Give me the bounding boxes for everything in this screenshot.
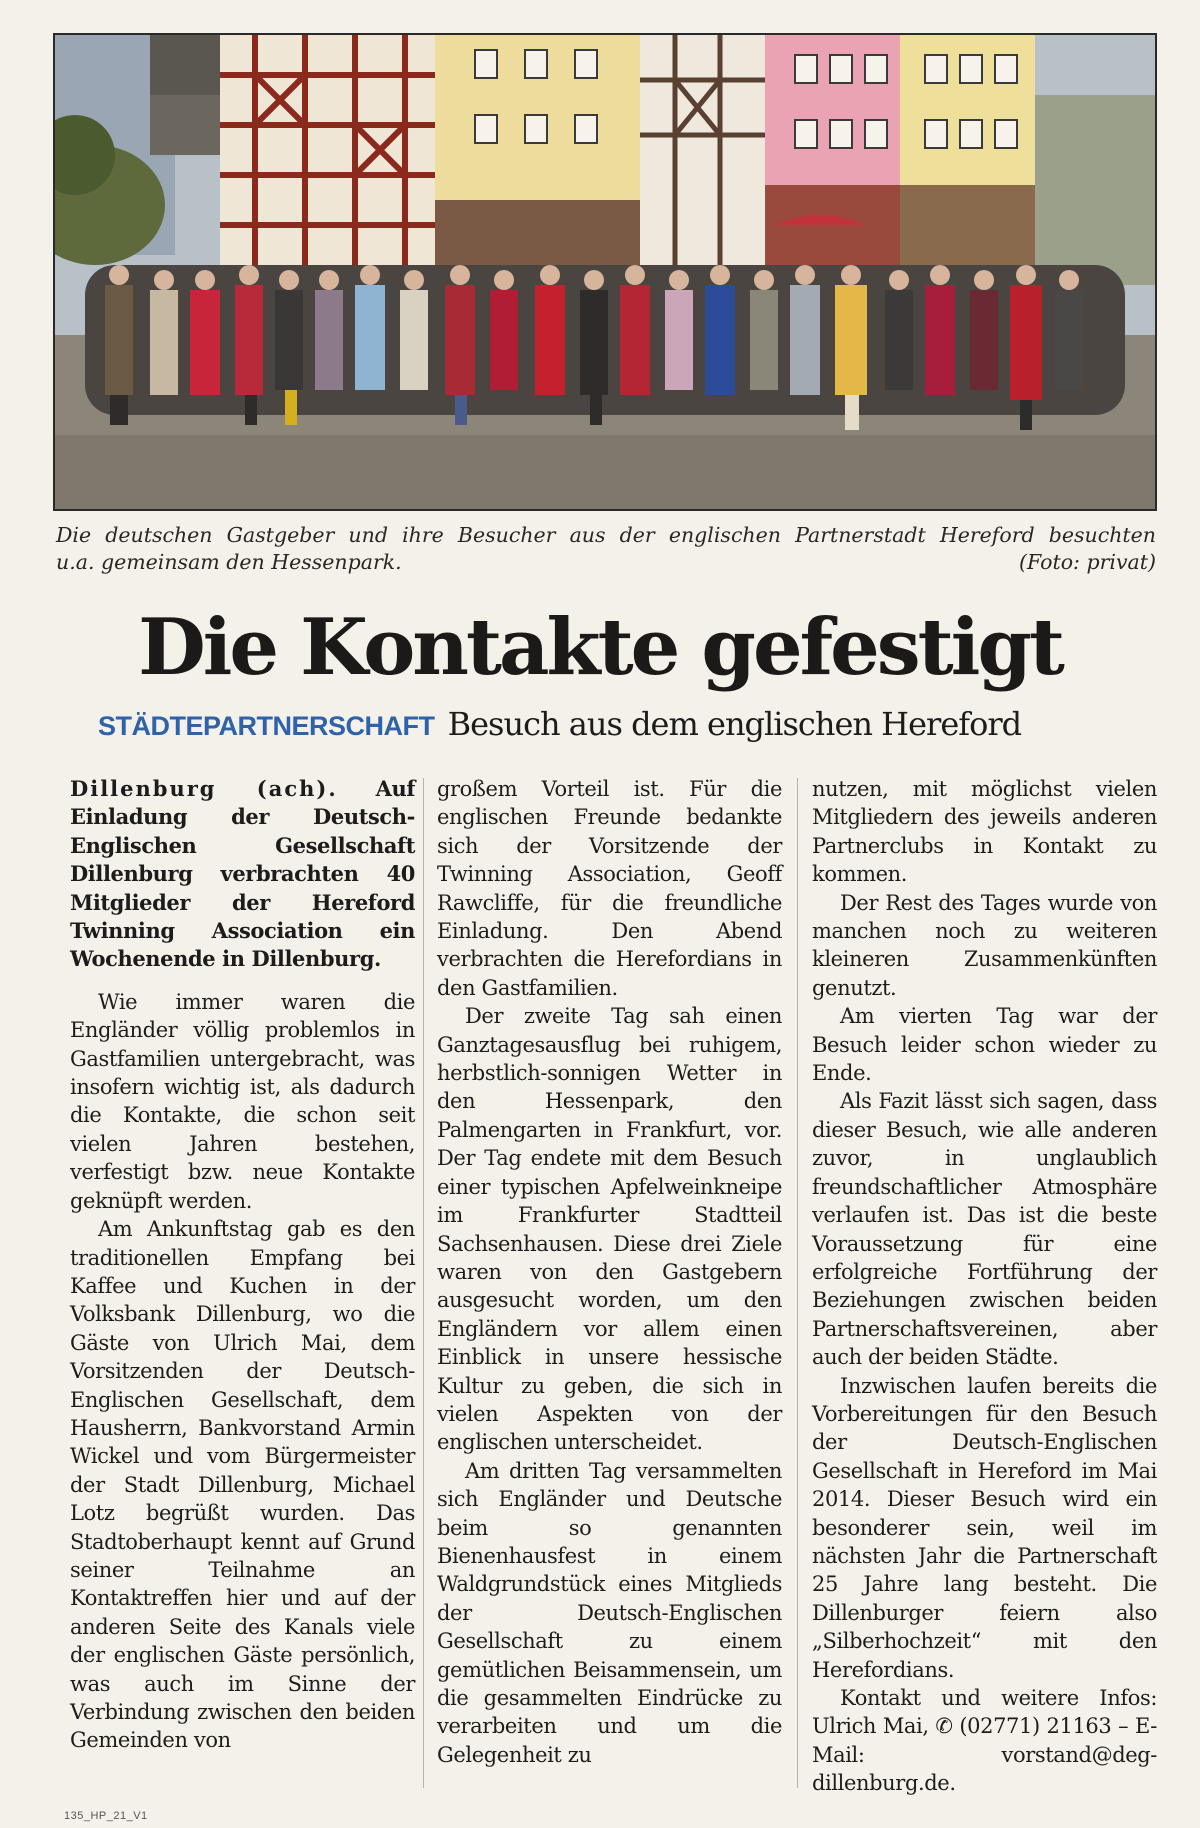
paragraph: Als Fazit lässt sich sagen, dass dieser Besuch, wie alle anderen zuvor, in unglaublich freundschaftlicher Atmosphäre verlaufen ist. Das ist die beste Voraussetzung für eine erfolgreiche Fortführung der Beziehungen zwischen beiden Partnerschaftsvereinen, aber auch der beiden Städte. xyxy=(812,1089,1157,1370)
paragraph: Am Ankunftstag gab es den traditionellen Empfang bei Kaffee und Kuchen in der Volksbank Dillenburg, wo die Gäste von Ulrich Mai, dem Vorsitzenden der Deutsch-Englischen Gesellschaft, dem Hausherrn, Bankvorstand Armin Wickel und vom Bürgermeister der Stadt Dillenburg, Michael Lotz begrüßt wurden. Das Stadtoberhaupt kennt auf Grund seiner Teilnahme an Kontaktreffen hier und auf der anderen Seite des Kanals viele der englischen Gäste persönlich, was auch im Sinne der Verbindung zwischen den beiden Gemeinden von xyxy=(70,1217,415,1753)
section-kicker: STÄDTEPARTNERSCHAFT xyxy=(98,711,435,741)
paragraph: Der Rest des Tages wurde von manchen noch zu weiteren kleineren Zusammenkünften genutzt. xyxy=(812,890,1157,1000)
paragraph: Der zweite Tag sah einen Ganztagesausflug bei ruhigem, herbstlich-sonnigen Wetter in den Hessenpark, den Palmengarten in Frankfurt, vor. Der Tag endete mit dem Besuch einer typischen Apfelweinkneipe im Frankfurter Stadtteil Sachsenhausen. Diese drei Ziele waren von den Gastgebern ausgesucht worden, um den Engländern vor allem einen Einblick in unsere hessische Kultur zu geben, die sich in vielen Aspekten von der englischen unterscheidet. xyxy=(437,1004,782,1455)
dateline: Dillenburg (ach). xyxy=(70,776,338,801)
caption-line-1: Die deutschen Gastgeber und ihre Besucher aus der englischen Partnerstadt Hereford besuchten xyxy=(56,523,1156,547)
article-column-1 xyxy=(70,775,415,1755)
contact-info: Kontakt und weitere Infos: Ulrich Mai, ✆ (02771) 21163 – E-Mail: vorstand@deg-dillenburg.de. xyxy=(812,1686,1157,1796)
group-photo xyxy=(53,33,1157,511)
paragraph: Inzwischen laufen bereits die Vorbereitungen für den Besuch der Deutsch-Englischen Gesellschaft in Hereford im Mai 2014. Dieser Besuch wird ein besonderer sein, weil im nächsten Jahr die Partnerschaft 25 Jahre lang besteht. Die Dillenburger feiern also „Silberhochzeit“ mit den Herefordians. xyxy=(812,1373,1157,1682)
headline: Die Kontakte gefestigt xyxy=(138,602,1062,693)
column-rule-2 xyxy=(797,778,798,1788)
group-photo-illustration xyxy=(55,35,1155,509)
photo-credit: (Foto: privat) xyxy=(1019,550,1156,574)
photo-caption xyxy=(56,522,1156,576)
column-rule-1 xyxy=(423,778,424,1788)
kicker-row xyxy=(98,705,1158,755)
article-lead xyxy=(70,775,415,974)
paragraph-continued: nutzen, mit möglichst vielen Mitgliedern des jeweils anderen Partnerclubs in Kontakt zu kommen. xyxy=(812,777,1157,887)
paragraph: Am dritten Tag versammelten sich Engländer und Deutsche beim so genannten Bienenhausfest in einem Waldgrundstück eines Mitglieds der Deutsch-Englischen Gesellschaft zu einem gemütlichen Beisammensein, um die gesammelten Eindrücke zu verarbeiten und um die Gelegenheit zu xyxy=(437,1458,782,1767)
print-code: 135_HP_21_V1 xyxy=(64,1810,148,1822)
article-column-2 xyxy=(437,775,782,1769)
lead-text: Auf Einladung der Deutsch-Englischen Gesellschaft Dillenburg verbrachten 40 Mitglieder der Hereford Twinning Association ein Wochenende in Dillenburg. xyxy=(70,776,415,972)
paragraph: Wie immer waren die Engländer völlig problemlos in Gastfamilien untergebracht, was insofern wichtig ist, als dadurch die Kontakte, die schon seit vielen Jahren bestehen, verfestigt bzw. neue Kontakte geknüpft werden. xyxy=(70,989,415,1213)
caption-line-2: u.a. gemeinsam den Hessenpark. xyxy=(56,550,402,574)
paragraph-continued: großem Vorteil ist. Für die englischen Freunde bedankte sich der Vorsitzende der Twinning Association, Geoff Rawcliffe, für die freundliche Einladung. Den Abend verbrachten die Herefordians in den Gastfamilien. xyxy=(437,777,782,1000)
article-column-3 xyxy=(812,775,1157,1798)
subheadline: Besuch aus dem englischen Hereford xyxy=(447,705,1022,743)
paragraph: Am vierten Tag war der Besuch leider schon wieder zu Ende. xyxy=(812,1004,1157,1086)
